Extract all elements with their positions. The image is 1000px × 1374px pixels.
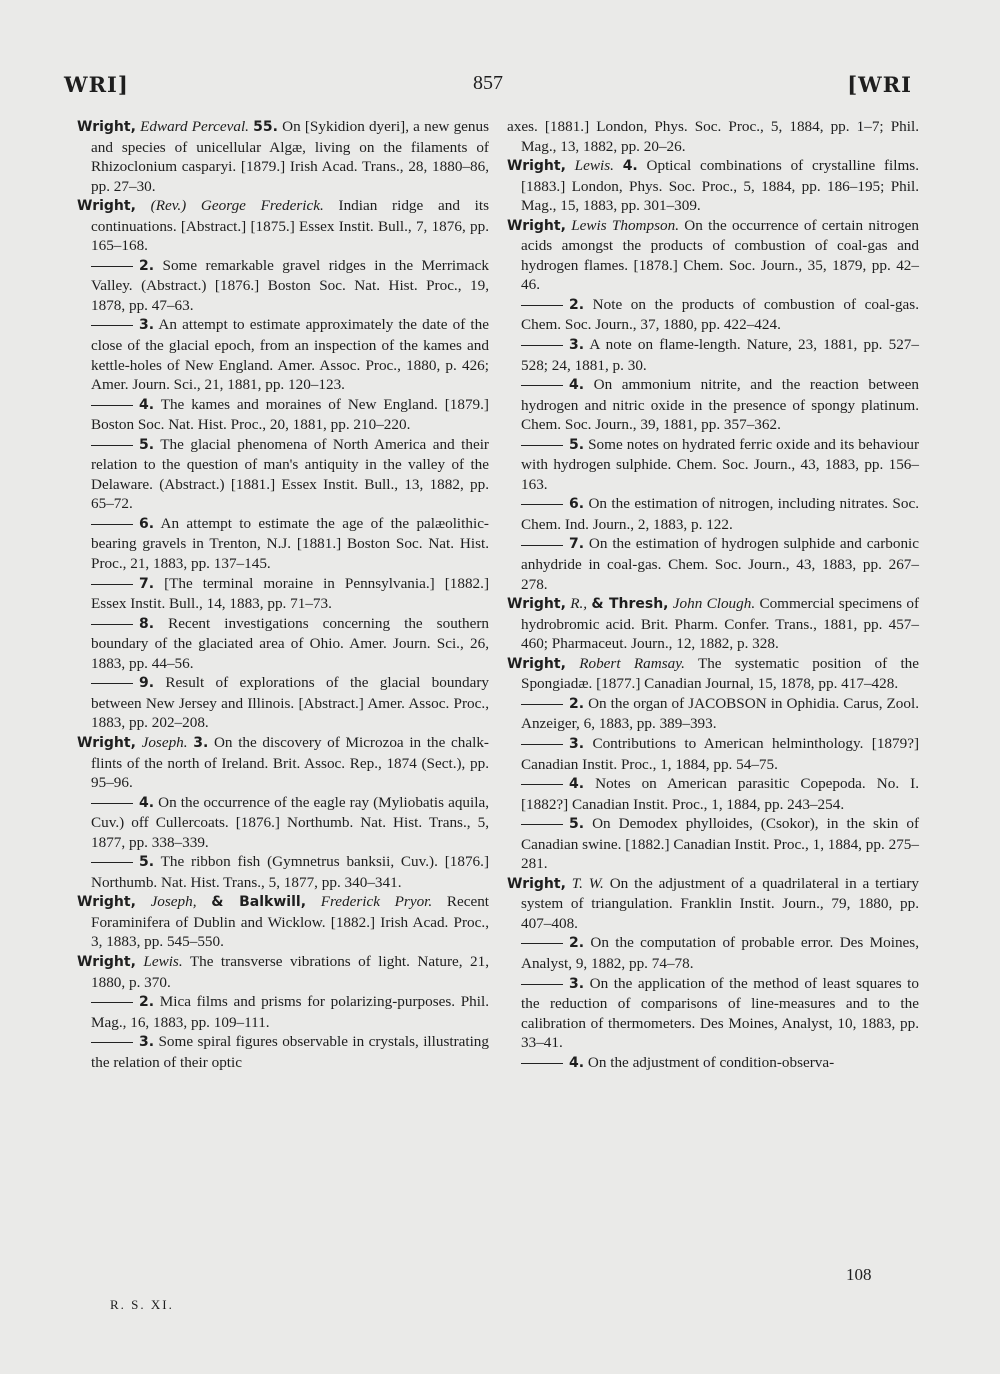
- left-column: [77, 117, 489, 1072]
- entry-text: Notes on American parasitic Copepoda. No. I. [1882?] Canadian Instit. Proc., 1, 1884, pp. 243–254.: [521, 775, 920, 813]
- entry-number: 5.: [139, 854, 155, 871]
- sub-entry: [77, 992, 489, 1032]
- coauthor-forename: Frederick Pryor.: [320, 893, 433, 911]
- entry-number: 6.: [139, 515, 155, 532]
- sub-entry: [77, 614, 489, 674]
- entry-text: Mica films and prisms for polarizing-purposes. Phil. Mag., 16, 1883, pp. 109–111.: [91, 993, 489, 1031]
- right-column: [507, 117, 919, 1073]
- entry-number: 3.: [139, 317, 155, 334]
- author-forename: R.,: [570, 595, 588, 613]
- author-surname: Wright,: [507, 217, 566, 234]
- sub-entry: [77, 395, 489, 435]
- entry-text: On the occurrence of the eagle ray (Myliobatis aquila, Cuv.) off Cullercoats. [1876.] Northumb. Nat. Hist. Trans., 5, 1877, pp. 338–339.: [91, 793, 489, 851]
- entry-text: A note on flame-length. Nature, 23, 1881, pp. 527–528; 24, 1881, p. 30.: [521, 336, 919, 374]
- entry-number: 2.: [569, 296, 585, 313]
- entry-text: Commercial specimens of hydrobromic acid. Brit. Pharm. Confer. Trans., 1881, pp. 457–460; Pharmaceut. Journ., 12, 1882, p. 328.: [521, 595, 920, 653]
- sub-entry: [507, 494, 919, 534]
- ditto-dash: [521, 385, 563, 386]
- sub-entry: [77, 574, 489, 614]
- coauthor-forename: John Clough.: [672, 595, 756, 613]
- coauthor-surname: & Balkwill,: [211, 894, 307, 911]
- entry-number: 2.: [139, 257, 155, 274]
- ditto-dash: [91, 1042, 133, 1043]
- entry-number: 4.: [569, 776, 585, 793]
- entry-number: 5.: [139, 436, 155, 453]
- entry-number: 7.: [569, 536, 585, 553]
- entry-text: On the estimation of nitrogen, including nitrates. Soc. Chem. Ind. Journ., 2, 1883, p. 122.: [521, 495, 919, 533]
- bibliography-entry: [77, 892, 489, 952]
- entry-text: The ribbon fish (Gymnetrus banksii, Cuv.). [1876.] Northumb. Nat. Hist. Trans., 5, 1877, pp. 340–341.: [91, 853, 490, 891]
- sub-entry: [507, 435, 919, 495]
- ditto-dash: [91, 445, 133, 446]
- sub-entry: [507, 295, 919, 335]
- author-surname: Wright,: [507, 596, 566, 613]
- ditto-dash: [521, 345, 563, 346]
- entry-number: 55.: [253, 119, 278, 135]
- sub-entry: [77, 673, 489, 733]
- ditto-dash: [521, 984, 563, 985]
- bibliography-entry: [77, 117, 489, 196]
- entry-number: 9.: [139, 675, 155, 692]
- entry-text: On the estimation of hydrogen sulphide and carbonic anhydride in coal-gas. Chem. Soc. Journ., 43, 1883, pp. 267–278.: [521, 535, 919, 593]
- sub-entry: [507, 534, 919, 594]
- bibliography-entry: [507, 117, 919, 156]
- entry-number: 3.: [569, 735, 585, 752]
- entry-text: axes. [1881.] London, Phys. Soc. Proc., 5, 1884, pp. 1–7; Phil. Mag., 13, 1882, pp. 20–26.: [507, 118, 919, 155]
- sub-entry: [507, 694, 919, 734]
- entry-number: 3.: [193, 734, 209, 751]
- ditto-dash: [91, 325, 133, 326]
- author-surname: Wright,: [77, 953, 136, 970]
- entry-text: Note on the products of combustion of coal-gas. Chem. Soc. Journ., 37, 1880, pp. 422–424.: [521, 295, 920, 334]
- page-number: 857: [473, 72, 503, 94]
- entry-text: On ammonium nitrite, and the reaction between hydrogen and nitric oxide in the presence of spongy platinum. Chem. Soc. Journ., 39, 1881, pp. 357–362.: [521, 376, 919, 434]
- author-surname: Wright,: [77, 734, 136, 751]
- ditto-dash: [91, 1002, 133, 1003]
- sub-entry: [507, 375, 919, 435]
- entry-text: [The terminal moraine in Pennsylvania.] [1882.] Essex Instit. Bull., 14, 1883, pp. 71–73.: [91, 574, 490, 613]
- ditto-dash: [91, 803, 133, 804]
- bibliography-entry: [507, 594, 919, 654]
- entry-text: The systematic position of the Spongiadæ. [1877.] Canadian Journal, 15, 1878, pp. 417–428.: [521, 654, 920, 693]
- author-surname: Wright,: [77, 894, 136, 911]
- sub-entry: [507, 1053, 919, 1074]
- ditto-dash: [91, 524, 133, 525]
- author-forename: T. W.: [571, 874, 604, 892]
- author-forename: (Rev.) George Frederick.: [150, 197, 324, 215]
- ditto-dash: [521, 784, 563, 785]
- sub-entry: [507, 734, 919, 774]
- bibliography-entry: [507, 874, 919, 934]
- sub-entry: [77, 514, 489, 574]
- ditto-dash: [91, 405, 133, 406]
- header-left: WRI]: [64, 72, 129, 97]
- author-surname: Wright,: [507, 875, 566, 892]
- entry-text: Some notes on hydrated ferric oxide and its behaviour with hydrogen sulphide. Chem. Soc. Journ., 43, 1883, pp. 156–163.: [521, 435, 919, 493]
- sub-entry: [507, 933, 919, 973]
- entry-number: 6.: [569, 496, 585, 513]
- author-forename: Edward Perceval.: [140, 118, 249, 135]
- signature-mark: R. S. XI.: [110, 1297, 174, 1312]
- author-surname: Wright,: [77, 198, 136, 215]
- author-forename: Lewis.: [574, 157, 614, 175]
- entry-number: 4.: [569, 1054, 585, 1071]
- entry-text: Recent investigations concerning the southern boundary of the glaciated area of Ohio. Amer. Journ. Sci., 26, 1883, pp. 44–56.: [91, 614, 489, 672]
- entry-number: 2.: [139, 994, 155, 1011]
- entry-number: 4.: [622, 158, 638, 175]
- entry-text: On the occurrence of certain nitrogen acids amongst the products of combustion of coal-gas and hydrogen flames. [1878.] Chem. Soc. Journ., 35, 1879, pp. 42–46.: [521, 216, 919, 294]
- entry-text: The glacial phenomena of North America and their relation to the question of man's antiquity in the valley of the Delaware. (Abstract.) [1881.] Essex Instit. Bull., 13, 1882, pp. 65–72.: [91, 435, 489, 513]
- entry-number: 7.: [139, 575, 155, 592]
- header-right: [WRI: [847, 72, 912, 97]
- ditto-dash: [91, 862, 133, 863]
- entry-text: On the adjustment of a quadrilateral in a tertiary system of triangulation. Franklin Instit. Journ., 79, 1880, pp. 407–408.: [521, 874, 919, 932]
- ditto-dash: [91, 266, 133, 267]
- bibliography-entry: [507, 156, 919, 216]
- author-forename: Joseph,: [150, 893, 197, 911]
- sub-entry: [507, 814, 919, 874]
- entry-text: On [Sykidion dyeri], a new genus and species of unicellular Algæ, living on the filaments of Rhizoclonium casparyi. [1879.] Irish Acad. Trans., 28, 1880–86, pp. 27–30.: [91, 118, 490, 195]
- ditto-dash: [521, 704, 563, 705]
- entry-text: The transverse vibrations of light. Nature, 21, 1880, p. 370.: [91, 952, 489, 991]
- sub-entry: [77, 1032, 489, 1072]
- ditto-dash: [521, 504, 563, 505]
- entry-text: The kames and moraines of New England. [1879.] Boston Soc. Nat. Hist. Proc., 20, 1881, pp. 210–220.: [91, 395, 489, 434]
- entry-number: 5.: [569, 436, 585, 453]
- sub-entry: [77, 435, 489, 514]
- entry-text: On the adjustment of condition-observa-: [587, 1053, 835, 1071]
- bibliography-entry: [77, 196, 489, 256]
- sub-entry: [77, 256, 489, 316]
- entry-text: Result of explorations of the glacial boundary between New Jersey and Illinois. [Abstract.] Amer. Assoc. Proc., 1883, pp. 202–208.: [91, 674, 489, 732]
- entry-text: Indian ridge and its continuations. [Abstract.] [1875.] Essex Instit. Bull., 7, 1876, pp. 165–168.: [91, 197, 490, 255]
- ditto-dash: [521, 305, 563, 306]
- author-forename: Lewis.: [143, 952, 183, 970]
- ditto-dash: [521, 1063, 563, 1064]
- coauthor-surname: & Thresh,: [591, 596, 669, 613]
- entry-text: On the computation of probable error. Des Moines, Analyst, 9, 1882, pp. 74–78.: [521, 934, 919, 972]
- ditto-dash: [521, 744, 563, 745]
- entry-number: 4.: [139, 396, 155, 413]
- entry-number: 3.: [139, 1034, 155, 1051]
- sub-entry: [77, 852, 489, 892]
- entry-number: 8.: [139, 615, 155, 632]
- bibliography-entry: [77, 952, 489, 992]
- author-surname: Wright,: [507, 158, 566, 175]
- ditto-dash: [91, 624, 133, 625]
- entry-number: 2.: [569, 695, 585, 712]
- sub-entry: [77, 793, 489, 853]
- entry-number: 2.: [569, 935, 585, 952]
- running-header: [64, 72, 912, 102]
- sub-entry: [507, 974, 919, 1053]
- sub-entry: [507, 335, 919, 375]
- entry-number: 4.: [569, 377, 585, 394]
- ditto-dash: [521, 545, 563, 546]
- bibliography-entry: [507, 216, 919, 295]
- entry-text: Some remarkable gravel ridges in the Merrimack Valley. (Abstract.) [1876.] Boston Soc. Nat. Hist. Proc., 19, 1878, pp. 47–63.: [91, 256, 490, 314]
- entry-text: An attempt to estimate approximately the date of the close of the glacial epoch, from an inspection of the kames and kettle-holes of New England. Amer. Assoc. Proc., 1880, p. 426; Amer. Journ. Sci., 21, 1881, pp. 120–123.: [91, 316, 489, 394]
- entry-number: 3.: [569, 337, 585, 354]
- bibliography-entry: [77, 733, 489, 793]
- entry-text: Contributions to American helminthology. [1879?] Canadian Instit. Proc., 1, 1884, pp. 54–75.: [521, 734, 919, 773]
- entry-text: On Demodex phylloides, (Csokor), in the skin of Canadian swine. [1882.] Canadian Instit. Proc., 1, 1884, pp. 275–281.: [521, 815, 919, 873]
- ditto-dash: [91, 683, 133, 684]
- author-forename: Lewis Thompson.: [571, 216, 680, 234]
- entry-number: 5.: [569, 816, 585, 833]
- ditto-dash: [521, 824, 563, 825]
- bibliography-entry: [507, 654, 919, 694]
- author-forename: Joseph.: [141, 733, 188, 751]
- sub-entry: [77, 315, 489, 394]
- author-forename: Robert Ramsay.: [579, 654, 685, 672]
- sheet-number: 108: [846, 1265, 872, 1284]
- author-surname: Wright,: [507, 655, 566, 672]
- entry-text: On the discovery of Microzoa in the chalk-flints of the north of Ireland. Brit. Assoc. Rep., 1874 (Sect.), pp. 95–96.: [91, 733, 489, 792]
- entry-text: Recent Foraminifera of Dublin and Wicklow. [1882.] Irish Acad. Proc., 3, 1883, pp. 545–550.: [91, 893, 490, 951]
- entry-number: 4.: [139, 794, 155, 811]
- ditto-dash: [521, 943, 563, 944]
- author-surname: Wright,: [77, 119, 136, 135]
- sub-entry: [507, 774, 919, 814]
- entry-text: Optical combinations of crystalline films. [1883.] London, Phys. Soc. Proc., 5, 1884, pp. 186–195; Phil. Mag., 15, 1883, pp. 301–309.: [521, 157, 920, 215]
- entry-text: An attempt to estimate the age of the palæolithic-bearing gravels in Trenton, N.J. [1881.] Boston Soc. Nat. Hist. Proc., 21, 1883, pp. 137–145.: [91, 514, 489, 573]
- entry-number: 3.: [569, 975, 585, 992]
- entry-text: Some spiral figures observable in crystals, illustrating the relation of their optic: [91, 1033, 489, 1071]
- entry-text: On the application of the method of least squares to the reduction of comparisons of line-measures and to the calibration of thermometers. Des Moines, Analyst, 10, 1883, pp. 33–41.: [521, 974, 919, 1052]
- ditto-dash: [521, 445, 563, 446]
- ditto-dash: [91, 584, 133, 585]
- entry-text: On the organ of JACOBSON in Ophidia. Carus, Zool. Anzeiger, 6, 1883, pp. 389–393.: [521, 694, 920, 733]
